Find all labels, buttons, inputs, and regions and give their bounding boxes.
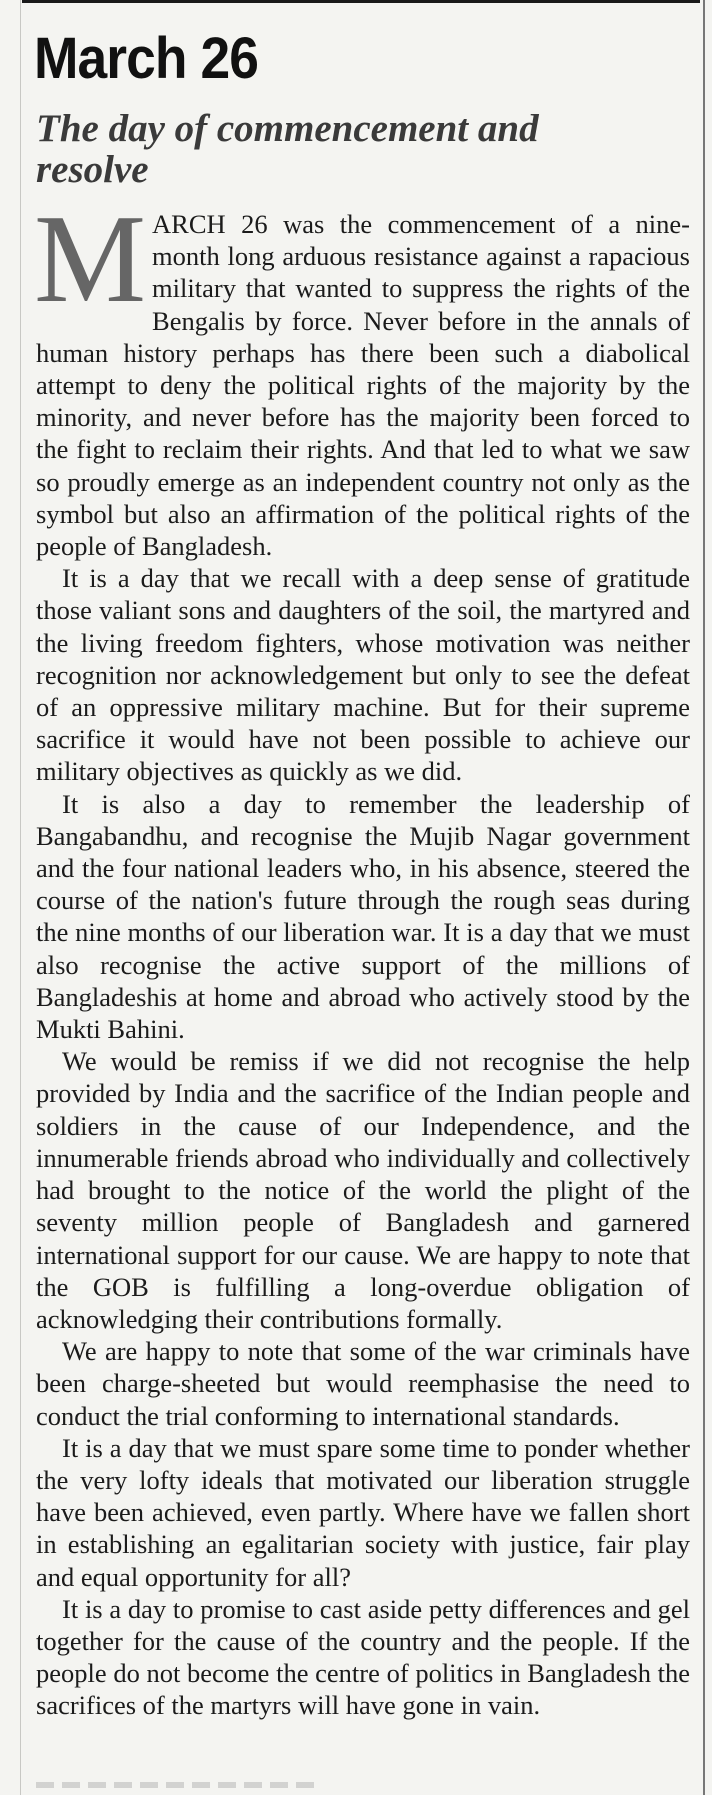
column-divider-rule	[703, 0, 705, 1795]
paragraph-text: ARCH 26 was the commencement of a nine-month long arduous resistance against a rapacious military that wanted to suppress the rights of the Bengalis by force. Never before in the annals of human history perhaps has there been such a diabolical attempt to deny the political rights of the majority by the minority, and never before has the majority been forced to the fight to reclaim their rights. And that led to what we saw so proudly emerge as an independent country not only as the symbol but also an affirmation of the political rights of the people of Bangladesh.	[36, 209, 690, 562]
article-paragraph-5: We are happy to note that some of the war criminals have been charge-sheeted but would reemphasise the need to conduct the trial conforming to international standards.	[36, 1336, 690, 1431]
article-paragraph-4: We would be remiss if we did not recognise the help provided by India and the sacrifice of the Indian people and soldiers in the cause of our Independence, and the innumerable friends abroad who individually and collectively had brought to the notice of the world the plight of the seventy million people of Bangladesh and garnered international support for our cause. We are happy to note that the GOB is fulfilling a long-overdue obligation of acknowledging their contributions formally.	[36, 1046, 690, 1334]
subheadline: The day of commencement and resolve	[36, 107, 539, 191]
article-paragraph-7: It is a day to promise to cast aside petty differences and gel together for the cause of the country and the people. If the people do not become the centre of politics in Bangladesh the sacrifices of the martyrs will have gone in vain.	[36, 1593, 690, 1721]
cut-off-next-line	[36, 1782, 316, 1788]
article-body	[34, 190, 690, 1722]
article-paragraph-6: It is a day that we must spare some time to ponder whether the very lofty ideals that motivated our liberation struggle have been achieved, even partly. Where have we fallen short in establishing an egalitarian society with justice, fair play and equal opportunity for all?	[36, 1432, 690, 1592]
headline: March 26	[34, 26, 258, 91]
column-left-rule	[20, 0, 21, 1795]
article-paragraph-1	[34, 190, 690, 562]
drop-cap: M	[34, 190, 147, 329]
article-paragraph-2: It is a day that we recall with a deep sense of gratitude those valiant sons and daughters of the soil, the martyred and the living freedom fighters, whose motivation was neither recognition nor acknowledgement but only to see the defeat of an oppressive military machine. But for their supreme sacrifice it would have not been possible to achieve our military objectives as quickly as we did.	[36, 563, 690, 787]
article-paragraph-3: It is also a day to remember the leadership of Bangabandhu, and recognise the Mujib Nagar government and the four national leaders who, in his absence, steered the course of the nation's future through the rough seas during the nine months of our liberation war. It is a day that we must also recognise the active support of the millions of Bangladeshis at home and abroad who actively stood by the Mukti Bahini.	[36, 788, 690, 1045]
column-top-rule	[22, 0, 700, 3]
